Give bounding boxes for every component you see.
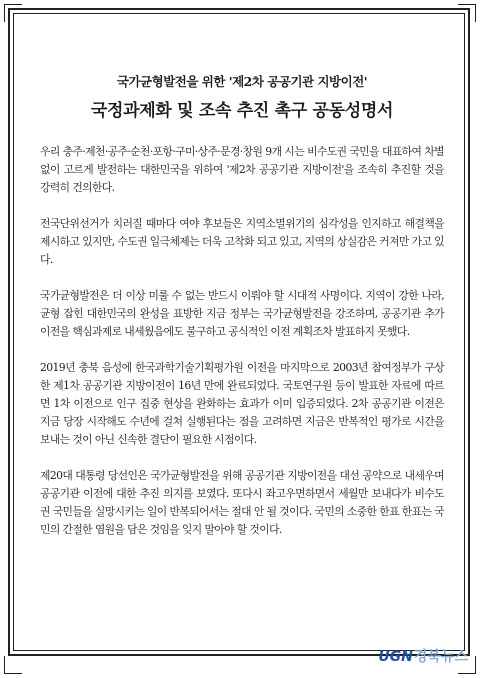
paragraph-1: 우리 충주·제천·공주·순천·포항·구미·상주·문경·창원 9개 시는 비수도권 국민을 대표하여 차별 없이 고르게 발전하는 대한민국을 위하여 '제2차 공공기관 지방이전'을 조속히 추진할 것을 강력히 건의한다. xyxy=(40,145,444,194)
statement-subtitle: 국가균형발전을 위한 '제2차 공공기관 지방이전' xyxy=(116,74,368,89)
news-watermark xyxy=(378,646,468,666)
paragraph-5: 제20대 대통령 당선인은 국가균형발전을 위해 공공기관 지방이전을 대선 공약으로 내세우며 공공기관 이전에 대한 추진 의지를 보였다. 또다시 좌고우면하면서 세월만 보내다가 비수도권 국민들을 실망시키는 일이 반복되어서는 절대 안 될 것이다. 국민의 소중한 한표 한표는 국민의 간절한 염원을 담은 것임을 잊지 말아야 할 것이다. xyxy=(40,469,444,536)
statement-title: 국정과제화 및 조속 추진 촉구 공동성명서 xyxy=(90,101,394,121)
paragraph-2: 전국단위선거가 치러질 때마다 여야 후보들은 지역소멸위기의 심각성을 인지하고 해결책을 제시하고 있지만, 수도권 일극체제는 더욱 고착화 되고 있고, 지역의 상실감은 커져만 가고 있다. xyxy=(40,217,444,266)
paragraph-3: 국가균형발전은 더 이상 미룰 수 없는 반드시 이뤄야 할 시대적 사명이다. 지역이 강한 나라, 균형 잡힌 대한민국의 완성을 표방한 지금 정부는 국가균형발전을 강조하며, 공공기관 추가 이전을 핵심과제로 내세웠음에도 불구하고 공식적인 이전 계획조차 발표하지 못했다. xyxy=(40,289,444,338)
statement-body xyxy=(40,72,444,557)
watermark-brand: UGN xyxy=(378,649,413,665)
corner-ornament-bottom-left xyxy=(4,656,22,674)
watermark-name: 경북뉴스 xyxy=(413,649,468,665)
corner-ornament-top-right xyxy=(458,4,476,22)
paragraph-4: 2019년 충북 음성에 한국과학기술기획평가원 이전을 마지막으로 2003년 참여정부가 구상한 제1차 공공기관 지방이전이 16년 만에 완료되었다. 국토연구원 등이 발표한 자료에 따르면 1차 이전으로 인구 집중 현상을 완화하는 효과가 이미 입증되었다. 2차 공공기관 이전은 지금 당장 시작해도 수년에 걸쳐 실행된다는 점을 고려하면 지금은 반복적인 평가로 시간을 보내는 것이 아닌 신속한 결단이 필요한 시점이다. xyxy=(40,361,444,446)
corner-ornament-top-left xyxy=(4,4,22,22)
